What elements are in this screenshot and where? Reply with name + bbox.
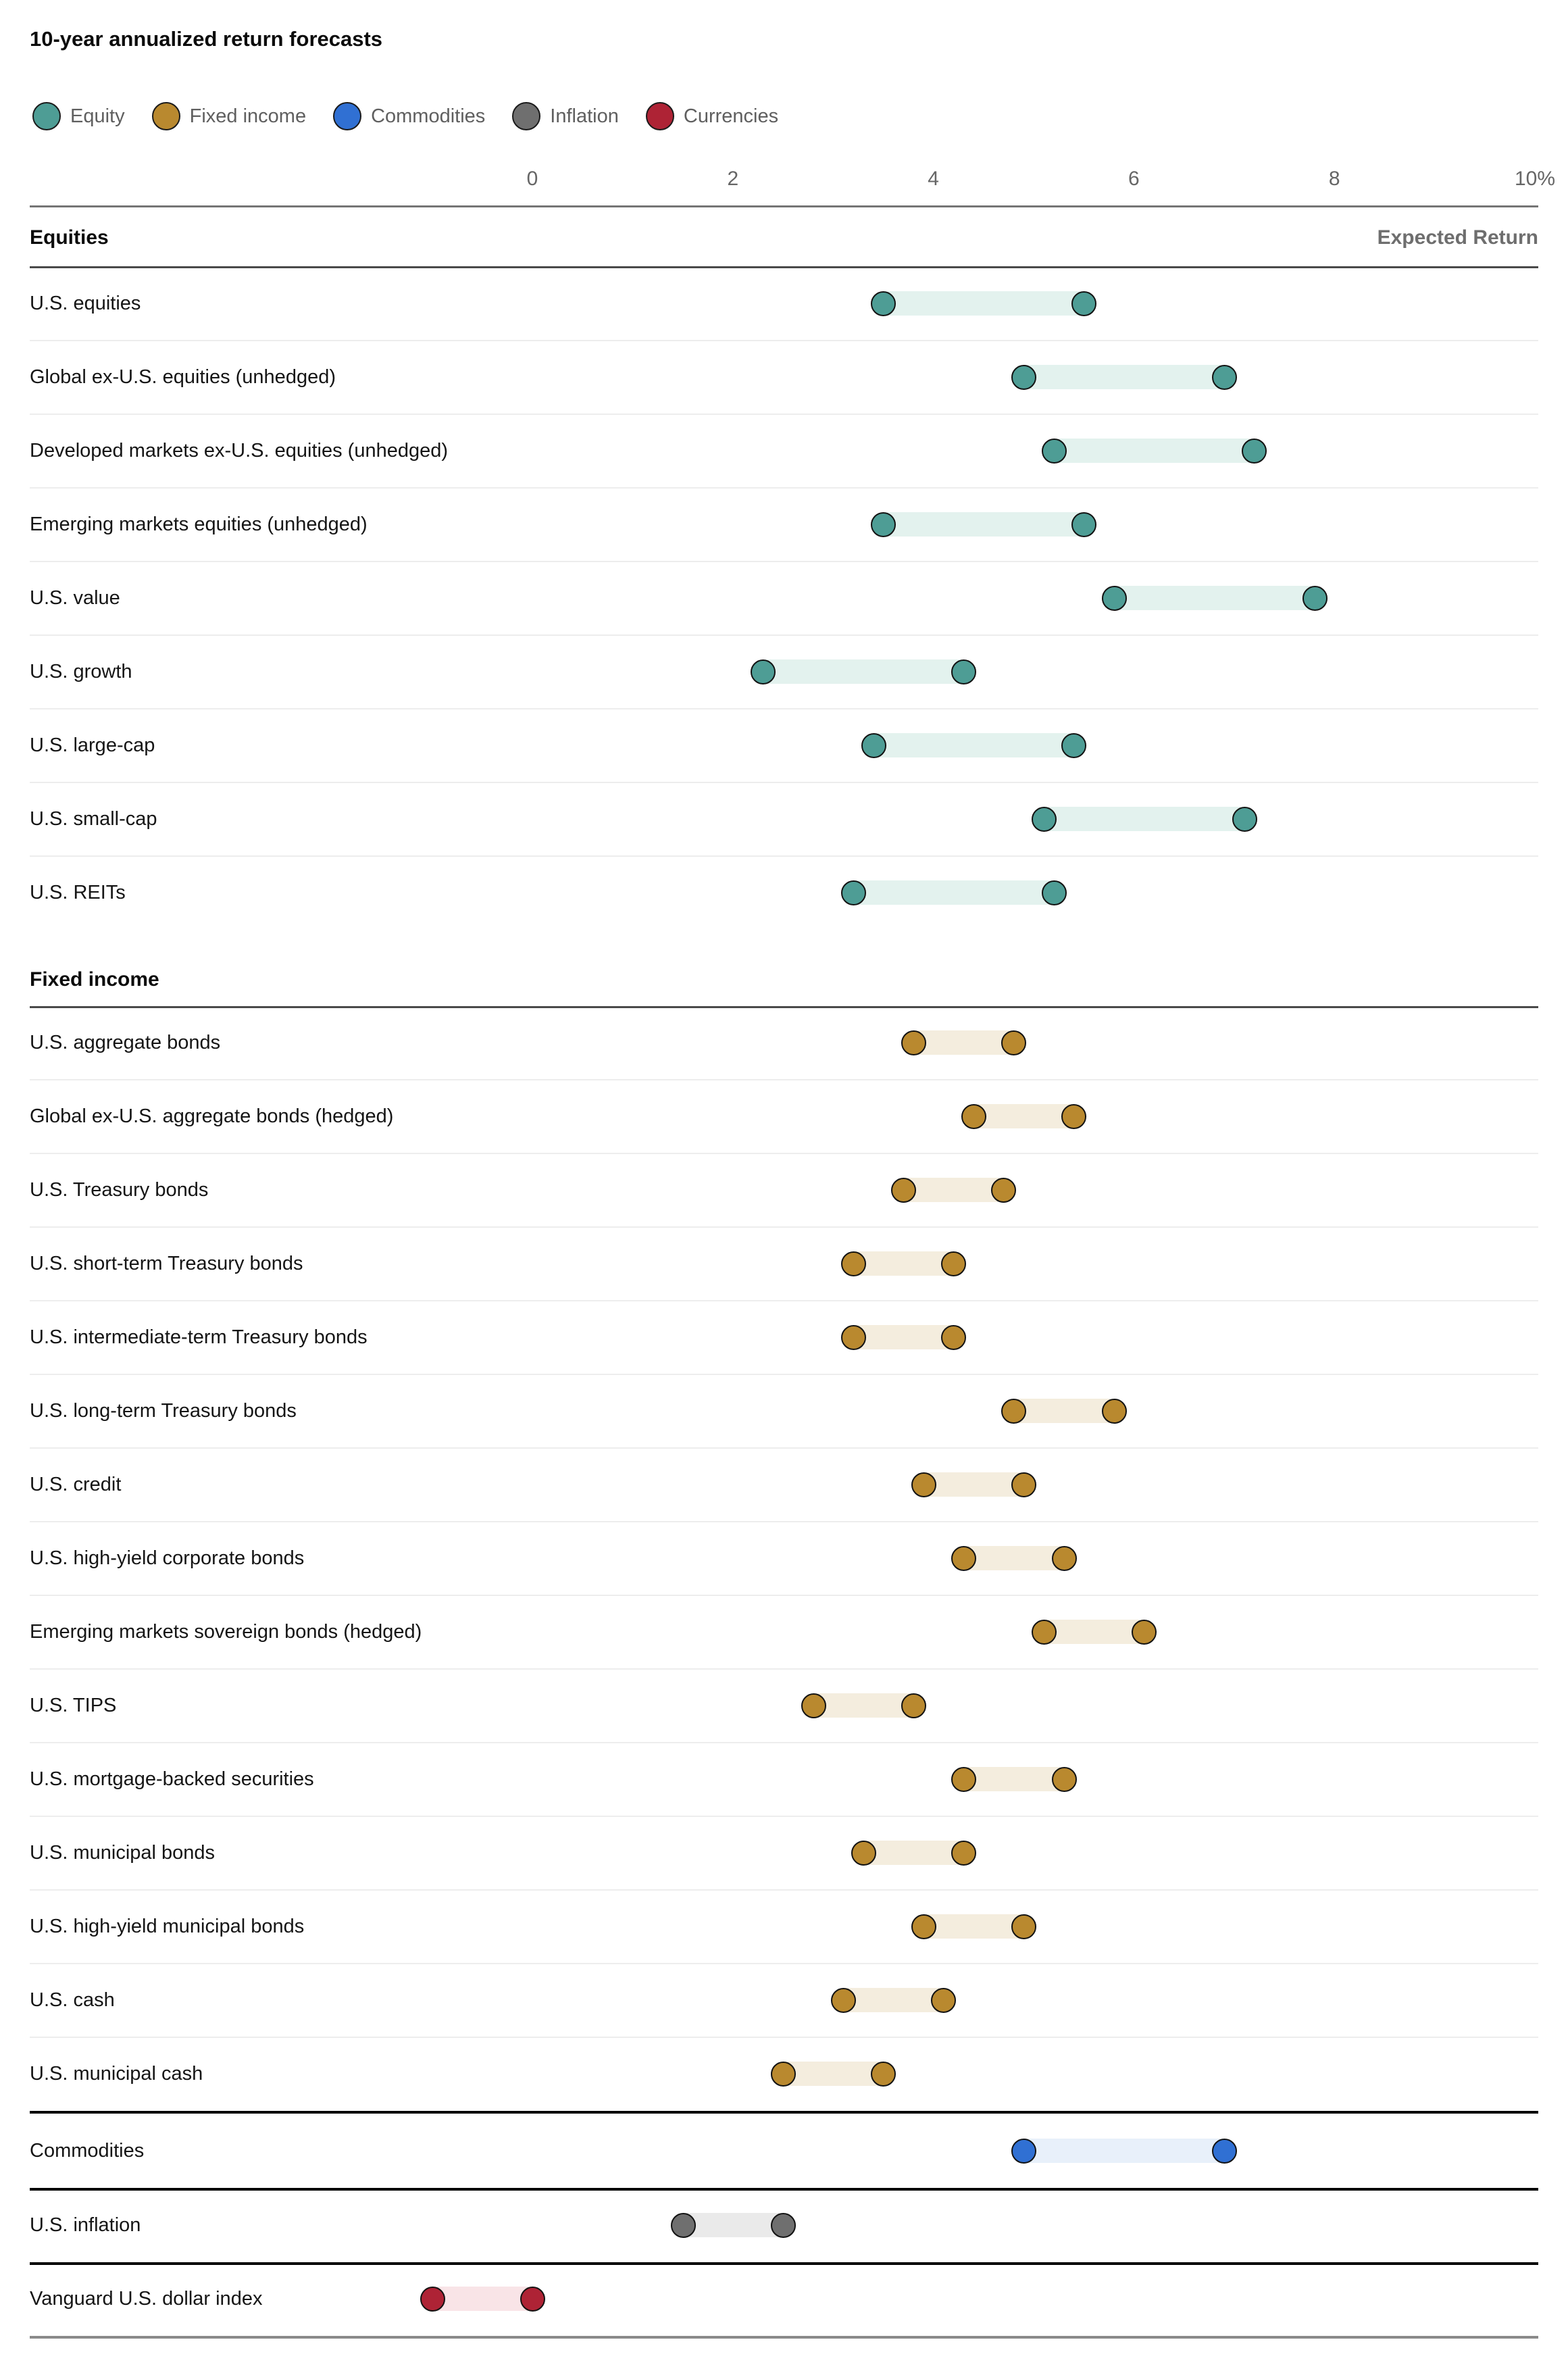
section-header-equities: Equities	[30, 226, 109, 249]
row-separator	[30, 1153, 1538, 1154]
legend-item	[32, 102, 125, 130]
row-label: U.S. municipal cash	[30, 2063, 203, 2085]
row-label: U.S. intermediate-term Treasury bonds	[30, 1326, 368, 1348]
range-bar	[883, 512, 1084, 537]
row-label: U.S. TIPS	[30, 1695, 117, 1716]
row-separator	[30, 1816, 1538, 1817]
range-bar	[853, 1325, 953, 1349]
row-label: U.S. aggregate bonds	[30, 1032, 221, 1053]
section-divider-heavy	[30, 2188, 1538, 2191]
legend-dot-commodities	[333, 102, 361, 130]
range-bar	[1114, 586, 1315, 610]
range-bar	[903, 1178, 1003, 1202]
low-dot	[911, 1472, 936, 1497]
high-dot	[1071, 512, 1096, 537]
row-separator	[30, 1079, 1538, 1080]
range-bar	[783, 2062, 883, 2086]
range-bar	[924, 1914, 1023, 1939]
row-separator	[30, 1595, 1538, 1596]
low-dot	[891, 1178, 916, 1203]
row-label: U.S. cash	[30, 1989, 115, 2011]
low-dot	[801, 1693, 826, 1718]
high-dot	[1011, 1914, 1036, 1939]
chart-bottom-border	[30, 2336, 1538, 2339]
row-label: Emerging markets sovereign bonds (hedged)	[30, 1621, 422, 1643]
row-label: U.S. large-cap	[30, 734, 155, 756]
legend-item	[646, 102, 778, 130]
legend-label: Currencies	[683, 105, 779, 127]
range-bar	[874, 733, 1074, 757]
row-separator	[30, 1742, 1538, 1743]
row-label: U.S. high-yield municipal bonds	[30, 1916, 305, 1937]
high-dot	[941, 1251, 966, 1276]
range-bar	[883, 291, 1084, 316]
range-bar	[763, 659, 963, 684]
row-separator	[30, 2037, 1538, 2038]
chart-title: 10-year annualized return forecasts	[30, 27, 383, 51]
low-dot	[861, 733, 886, 758]
range-bar	[1044, 1620, 1144, 1644]
range-bar	[843, 1988, 943, 2012]
range-bar	[924, 1472, 1023, 1497]
range-bar	[1054, 439, 1255, 463]
low-dot	[901, 1030, 926, 1055]
low-dot	[841, 1325, 866, 1350]
row-label: U.S. Treasury bonds	[30, 1179, 209, 1201]
row-label: Commodities	[30, 2140, 145, 2162]
high-dot	[1071, 291, 1096, 316]
axis-caption: Expected Return	[1377, 226, 1538, 249]
high-dot	[1061, 1104, 1086, 1129]
axis-tick: 4	[928, 168, 939, 190]
range-bar	[853, 1251, 953, 1276]
high-dot	[1001, 1030, 1026, 1055]
high-dot	[951, 659, 976, 684]
low-dot	[961, 1104, 986, 1129]
range-bar	[963, 1546, 1063, 1570]
row-label: Vanguard U.S. dollar index	[30, 2288, 263, 2310]
high-dot	[1303, 586, 1327, 611]
high-dot	[1102, 1399, 1127, 1424]
row-separator	[30, 487, 1538, 489]
low-dot	[851, 1841, 876, 1866]
legend-label: Equity	[70, 105, 125, 127]
high-dot	[941, 1325, 966, 1350]
high-dot	[1052, 1767, 1077, 1792]
range-bar	[813, 1693, 913, 1718]
row-label: U.S. high-yield corporate bonds	[30, 1547, 305, 1569]
section-divider-heavy	[30, 2111, 1538, 2114]
row-separator	[30, 414, 1538, 415]
row-separator	[30, 634, 1538, 636]
high-dot	[771, 2213, 796, 2238]
low-dot	[1011, 2139, 1036, 2164]
row-separator	[30, 1374, 1538, 1375]
low-dot	[420, 2287, 445, 2312]
axis-line	[30, 205, 1538, 207]
low-dot	[1032, 1620, 1057, 1645]
range-bar	[1013, 1399, 1113, 1423]
range-bar	[853, 880, 1054, 905]
row-separator	[30, 1226, 1538, 1228]
legend-dot-equity	[32, 102, 61, 130]
row-separator	[30, 1668, 1538, 1670]
legend-label: Commodities	[371, 105, 486, 127]
legend-dot-inflation	[512, 102, 540, 130]
low-dot	[671, 2213, 696, 2238]
legend-label: Fixed income	[189, 105, 307, 127]
high-dot	[1212, 2139, 1237, 2164]
row-label: Developed markets ex-U.S. equities (unhedged)	[30, 440, 448, 462]
row-separator	[30, 561, 1538, 562]
section-divider	[30, 1006, 1538, 1008]
row-separator	[30, 340, 1538, 341]
low-dot	[951, 1546, 976, 1571]
range-bar	[1023, 365, 1224, 389]
high-dot	[1011, 1472, 1036, 1497]
high-dot	[520, 2287, 545, 2312]
legend-label: Inflation	[550, 105, 619, 127]
range-bar	[973, 1104, 1073, 1128]
low-dot	[771, 2062, 796, 2087]
legend-dot-fixed-income	[152, 102, 180, 130]
row-separator	[30, 1300, 1538, 1301]
legend	[32, 101, 778, 131]
low-dot	[1042, 439, 1067, 464]
high-dot	[1242, 439, 1267, 464]
axis-tick: 0	[526, 168, 538, 190]
row-separator	[30, 1889, 1538, 1891]
low-dot	[911, 1914, 936, 1939]
high-dot	[951, 1841, 976, 1866]
low-dot	[831, 1988, 856, 2013]
high-dot	[1042, 880, 1067, 905]
row-separator	[30, 708, 1538, 709]
range-bar	[913, 1030, 1013, 1055]
high-dot	[991, 1178, 1016, 1203]
row-separator	[30, 782, 1538, 783]
row-label: U.S. municipal bonds	[30, 1842, 216, 1864]
row-label: U.S. inflation	[30, 2214, 141, 2236]
legend-item	[333, 102, 485, 130]
range-bar	[1023, 2139, 1224, 2163]
row-separator	[30, 1963, 1538, 1964]
section-divider	[30, 266, 1538, 268]
high-dot	[871, 2062, 896, 2087]
row-label: Emerging markets equities (unhedged)	[30, 514, 368, 535]
axis-tick: 6	[1128, 168, 1140, 190]
row-separator	[30, 855, 1538, 857]
high-dot	[931, 1988, 956, 2013]
high-dot	[1132, 1620, 1157, 1645]
range-bar	[863, 1841, 963, 1865]
row-label: U.S. growth	[30, 661, 132, 682]
row-separator	[30, 1521, 1538, 1522]
row-label: U.S. value	[30, 587, 120, 609]
legend-item	[152, 102, 306, 130]
high-dot	[1232, 807, 1257, 832]
axis-tick: 8	[1328, 168, 1340, 190]
range-bar	[1044, 807, 1244, 831]
axis-tick: 10%	[1514, 168, 1556, 190]
row-label: U.S. credit	[30, 1474, 122, 1495]
range-bar	[432, 2287, 532, 2311]
row-label: U.S. small-cap	[30, 808, 157, 830]
legend-dot-currencies	[646, 102, 674, 130]
row-label: U.S. long-term Treasury bonds	[30, 1400, 297, 1422]
row-label: Global ex-U.S. equities (unhedged)	[30, 366, 336, 388]
low-dot	[1032, 807, 1057, 832]
high-dot	[1212, 365, 1237, 390]
high-dot	[1061, 733, 1086, 758]
low-dot	[951, 1767, 976, 1792]
low-dot	[1102, 586, 1127, 611]
low-dot	[841, 880, 866, 905]
range-bar	[683, 2213, 783, 2237]
low-dot	[1011, 365, 1036, 390]
range-bar	[963, 1767, 1063, 1791]
row-label: U.S. equities	[30, 293, 141, 314]
row-label: U.S. mortgage-backed securities	[30, 1768, 314, 1790]
row-label: Global ex-U.S. aggregate bonds (hedged)	[30, 1105, 394, 1127]
section-divider-heavy	[30, 2262, 1538, 2265]
row-label: U.S. REITs	[30, 882, 126, 903]
axis-tick: 2	[727, 168, 739, 190]
row-separator	[30, 1447, 1538, 1449]
high-dot	[901, 1693, 926, 1718]
row-label: U.S. short-term Treasury bonds	[30, 1253, 303, 1274]
section-header-fixed-income: Fixed income	[30, 968, 159, 991]
high-dot	[1052, 1546, 1077, 1571]
low-dot	[841, 1251, 866, 1276]
legend-item	[512, 102, 619, 130]
